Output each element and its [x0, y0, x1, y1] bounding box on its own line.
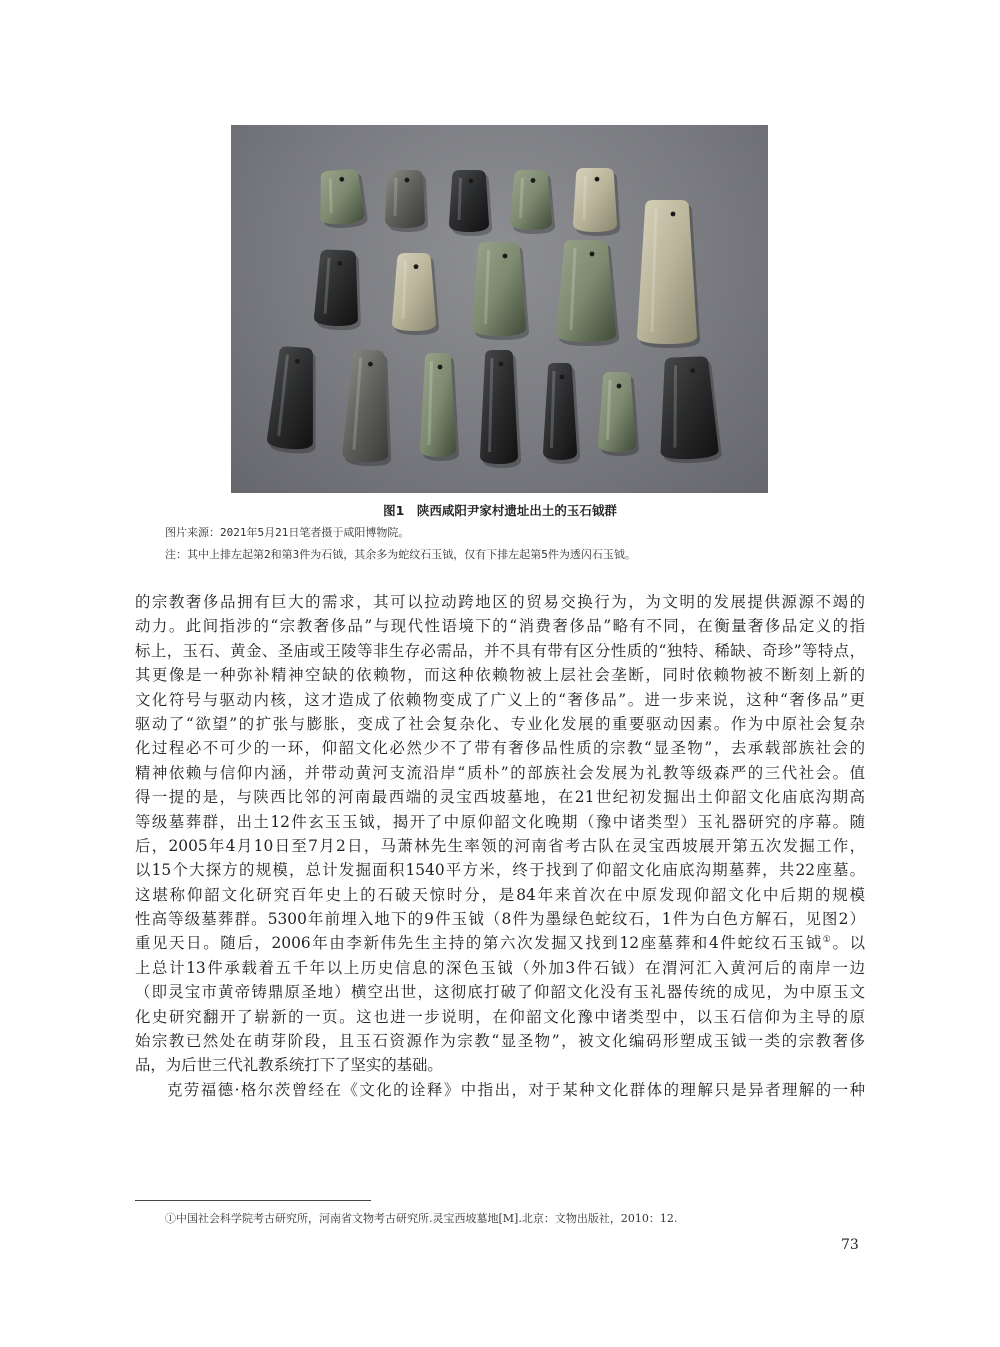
body-line: 始宗教已然处在萌芽阶段，且玉石资源作为宗教“显圣物”，被文化编码形塑成玉钺一类的宗教奢侈 — [135, 1032, 865, 1051]
jade-axe — [342, 349, 395, 467]
body-line: 品，为后世三代礼教系统打下了坚实的基础。 — [135, 1056, 443, 1075]
body-line: 驱动了“欲望”的扩张与膨胀，变成了社会复杂化、专业化发展的重要驱动因素。作为中原社会复杂 — [135, 714, 865, 733]
body-line: 动力。此间指涉的“宗教奢侈品”与现代性语境下的“消费奢侈品”略有不同，在衡量奢侈品定义的指 — [135, 617, 865, 636]
body-line: 化史研究翻开了崭新的一页。这也进一步说明，在仰韶文化豫中诸类型中，以玉石信仰为主导的原 — [135, 1007, 865, 1026]
body-line: 标上，玉石、黄金、圣庙或王陵等非生存必需品，并不具有带有区分性质的“独特、稀缺、奇珍”等特点， — [135, 641, 865, 660]
body-line: 化过程必不可少的一环，仰韶文化必然少不了带有奢侈品性质的宗教“显圣物”，去承载部族社会的 — [135, 739, 865, 758]
jade-axe — [480, 350, 521, 468]
jade-axe — [266, 346, 322, 455]
body-line-with-footnote — [135, 931, 865, 955]
jade-axe — [314, 249, 364, 331]
figure-photo — [231, 125, 768, 493]
jade-axe — [657, 356, 722, 464]
jade-axe — [598, 372, 639, 456]
body-line: 克劳福德·格尔茨曾经在《文化的诠释》中指出，对于某种文化群体的理解只是异者理解的一种 — [167, 1080, 865, 1099]
body-line: 这堪称仰韶文化研究百年史上的石破天惊时分，是84年来首次在中原发现仰韶文化中后期的规模 — [135, 885, 865, 904]
body-line-text: 重见天日。随后，2006年由李新伟先生主持的第六次发掘又找到12座墓葬和4件蛇纹石玉钺 — [135, 934, 823, 953]
jade-axe — [420, 353, 459, 461]
figure-annotation-note: 注：其中上排左起第2和第3件为石钺，其余多为蛇纹石玉钺，仅有下排左起第5件为透闪石玉钺。 — [165, 548, 636, 561]
jade-axe — [472, 242, 529, 340]
body-line: （即灵宝市黄帝铸鼎原圣地）横空出世，这彻底打破了仰韶文化没有玉礼器传统的成见，为中原玉文 — [135, 983, 865, 1002]
body-line: 精神依赖与信仰内涵，并带动黄河支流沿岸“质朴”的部族社会发展为礼教等级森严的三代社会。值 — [135, 763, 865, 782]
body-line: 以15个大探方的规模，总计发掘面积1540平方米，终于找到了仰韶文化庙底沟期墓葬，共22座墓。 — [135, 861, 865, 880]
jade-axes-photo — [231, 125, 768, 493]
jade-axe — [392, 253, 439, 335]
jade-axe — [510, 170, 555, 234]
jade-axe — [385, 170, 428, 232]
body-line-tail: 。以 — [832, 934, 865, 953]
body-line: 后，2005年4月10日至7月2日，马萧林先生率领的河南省考古队在灵宝西坡展开第五次发掘工作， — [135, 836, 865, 855]
body-line: 的宗教奢侈品拥有巨大的需求，其可以拉动跨地区的贸易交换行为，为文明的发展提供源源不竭的 — [135, 593, 865, 611]
body-line: 其更像是一种弥补精神空缺的依赖物，而这种依赖物被上层社会垄断，同时依赖物被不断刻上新的 — [135, 666, 865, 685]
body-line: 上总计13件承载着五千年以上历史信息的深色玉钺（外加3件石钺）在渭河汇入黄河后的南岸一边 — [135, 958, 865, 977]
footnote-ref[interactable]: ① — [822, 935, 833, 946]
figure-source-note: 图片来源：2021年5月21日笔者摄于咸阳博物院。 — [165, 526, 410, 539]
body-line: 性高等级墓葬群。5300年前埋入地下的9件玉钺（8件为墨绿色蛇纹石，1件为白色方解石，见图2） — [135, 910, 865, 929]
footnote: ①中国社会科学院考古研究所，河南省文物考古研究所.灵宝西坡墓地[M].北京：文物出版社，2010：12. — [165, 1212, 678, 1225]
page-number: 73 — [841, 1237, 859, 1253]
jade-axe — [573, 168, 620, 236]
body-line: 文化符号与驱动内核，这才造成了依赖物变成了广义上的“奢侈品”。进一步来说，这种“奢侈品”更 — [135, 690, 865, 709]
jade-axe — [317, 168, 368, 229]
body-line: 得一提的是，与陕西比邻的河南最西端的灵宝西坡墓地，在21世纪初发掘出土仰韶文化庙底沟期高 — [135, 788, 865, 807]
jade-axe — [543, 363, 580, 464]
jade-axe — [449, 170, 492, 236]
jade-axe — [556, 240, 619, 346]
footnote-divider — [135, 1200, 371, 1201]
figure-caption: 图1 陕西咸阳尹家村遗址出土的玉石钺群 — [383, 503, 617, 518]
body-text — [135, 590, 865, 1102]
body-line: 等级墓葬群，出土12件玄玉玉钺，揭开了中原仰韶文化晚期（豫中诸类型）玉礼器研究的序幕。随 — [135, 812, 865, 831]
jade-axe — [637, 200, 700, 348]
